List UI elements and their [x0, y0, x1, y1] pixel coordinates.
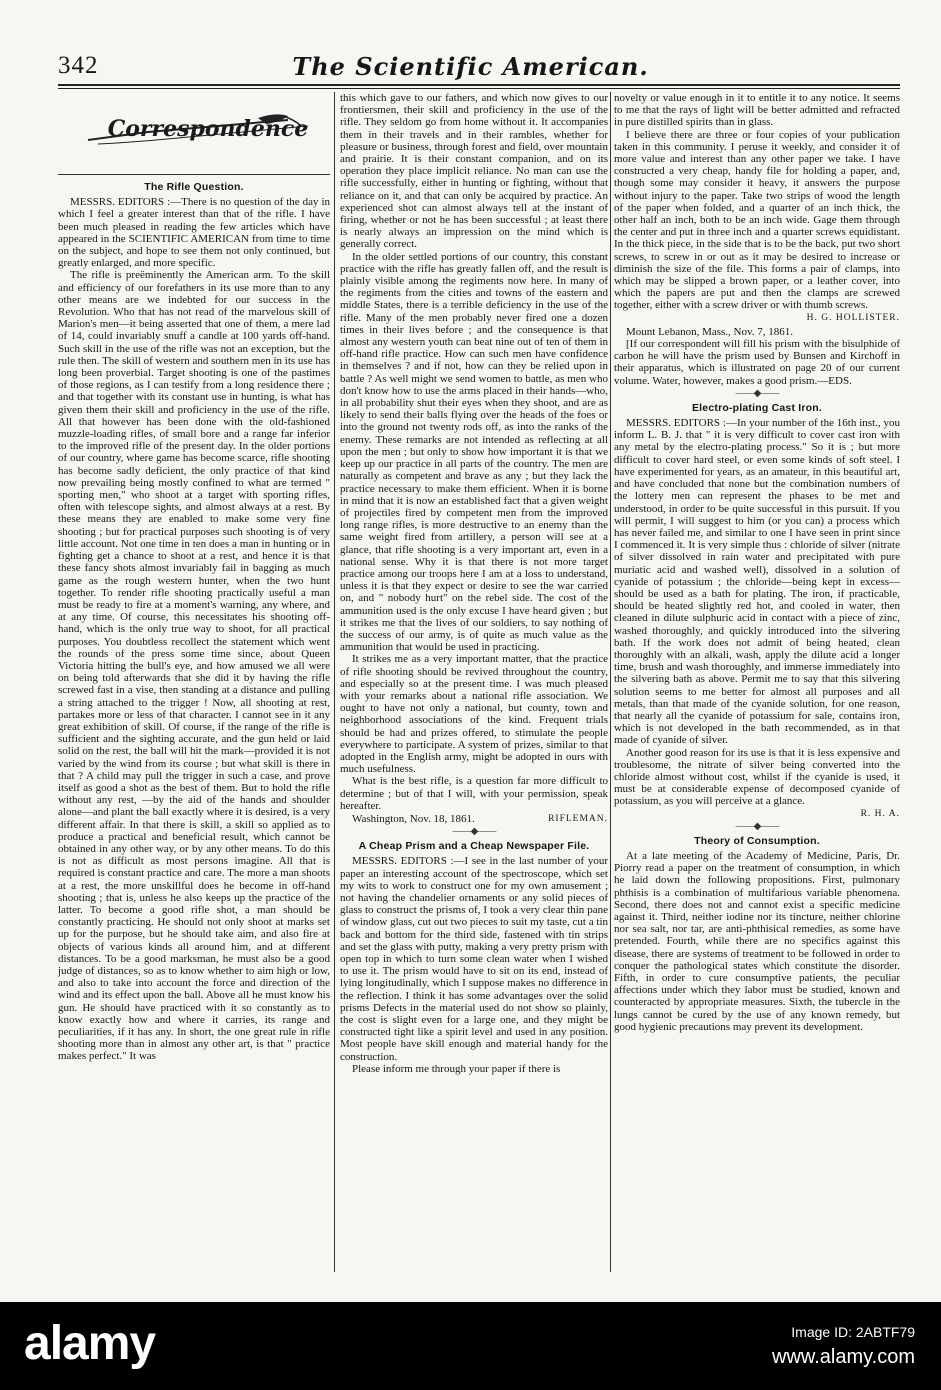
correspondence-banner	[58, 92, 330, 168]
column-divider	[610, 92, 611, 1272]
alamy-url[interactable]: www.alamy.com	[772, 1346, 915, 1368]
place-date: Mount Lebanon, Mass., Nov. 7, 1861.	[626, 325, 794, 338]
header-rule-thin	[58, 88, 900, 89]
column-1	[58, 92, 330, 1063]
sign-off-name: RIFLEMAN.	[548, 813, 608, 824]
separator-ornament: ——◆——	[735, 820, 779, 832]
banner-heading: Correspondence	[107, 116, 309, 142]
paragraph: MESSRS. EDITORS :—In your number of the 16th inst., you inform L. B. J. that " it is very difficult to cover cast iron with any metal by the electro-plating process." So it is ; but more difficult to cover hard steel, or even some kinds of soft steel. I have experimented for years, as an amateur, in this beautiful art, and have concluded that none but the combination numbers of the lottery men can represent the phases to be met and understood, in order to be quite successful in this pursuit. If you will permit, I will suggest to him (or you can) a process which has never failed me, and similar to one I have seen in print since I commenced it. It is very simple thus : chloride of silver (nitrate of silver dissolved in rain water and precipitated with pure muriatic acid and washed well), dissolved in a solution of cyanide of potassium ; the chloride—being kept in excess—should be used as a bath for plating. The iron, if practicable, should be heated slightly red hot, and cooled in water, then cleaned in dilute sulphuric acid in contact with a piece of zinc, washed thoroughly, and quickly introduced into the silvering bath. If the work does not admit of being heated, clean thoroughly with an alkali, wash, apply the dilute acid a longer time, brush and wash thoroughly, and immerse immediately into the silvering bath as above. Permit me to say that this silvering solution seems to me better for almost all purposes and all metals, than that made of the cyanide solution, for one reason, that nearly all the cyanide of potassium for sale, contains iron, which is not developed in the bath recommended, as in that made of cyanide of silver.	[614, 417, 900, 747]
paragraph: I believe there are three or four copies of your publication taken in this community. I peruse it weekly, and consider it of more value and interest than any other paper we take. I have constructed a very cheap, handy file for holding a paper, and, though some may consider it heavy, it answers the purpose without injury to the paper. Take two strips of wood the length of the paper when folded, and a quarter of an inch thick, the other half an inch, both to be an inch wide. Gage them through the center and put in three inch and a quarter screws equidistant. In the thick piece, in the side that is to be the back, put two short screws, to screw in or out as it may be desired to increase or diminish the size of the file. This forms a pair of clamps, into which may be slipped a brown paper, or a leather cover, into which the papers are put and then the clamps are screwed together, either with a screw driver or with thumb screws.	[614, 128, 900, 312]
section-rule	[58, 174, 330, 175]
paragraph: The rifle is preëminently the American arm. To the skill and efficiency of our forefathers in its use more than to any other means are we indebted for our success in the Revolution. Who that has not read of the marvelous skill of Marion's men—it being asserted that one of them, a mere lad of 14, could invariably snuff a candle at 100 yards off-hand. Such skill in the use of the rifle was not an exception, but the rule then. The skill of western and southern men in its use has long been proverbial. Target shooting is one of the pastimes of those regions, as I can testify from a long residence there ; and that together with its constant use in hunting, is what has given them their skill and proficiency in the use of the rifle. All that however has been done with the old-fashioned muzzle-loading rifles, of small bore and a range far inferior to the improved rifle of the present day. In the older portions of our country, where game has become scarce, rifle shooting has become sadly deficient, the only practice of that kind now prevailing being mostly confined to what are termed " sporting men," who shoot at a target with sporting rifles, often with telescope sights, and almost always at a rest. By these means they are enabled to make some very fine shooting ; but for practical purposes such shooting is of very little account. Not one time in ten does a man in hunting or in fighting get a chance to shoot at a rest, and hence it is that these fancy shots almost invariably fail in bagging as much game as the rough western hunter, when the two hunt together. To render rifle shooting practically useful a man must be ready to fire at a moment's warning, any where, and at any time. Of course, this necessitates his shooting off-hand, which is the only true way to shoot, for all practical purposes. You doubtless recollect the statement which went the rounds of the press some time since, about Queen Victoria hitting the bull's eye, and how amused we all were on being told afterwards that she did it by having the rifle screwed fast in a vise, then standing at a distance and pulling a string attached to the trigger ! Now, all shooting at rest, partakes more or less of that character. I cannot see in it any great exhibition of skill. Of course, if the range of the rifle is sufficient and the sighting accurate, and the gun held or laid solid on the rest, the ball will hit the mark—provided it is not varied by the wind from its course ; but what skill is there in that ? A child may pull the trigger in such a case, and prove itself as good a shot as the best of them. But to hold the rifle without any rest, —by the aid of the hands and shoulder alone—and plant the ball exactly where it is desired, is a very different affair. In that there is skill, a skill so applied as to produce a practical and beneficial result, which cannot be obtained in any other way, or by any other means. To do this is not as difficult as most persons imagine. All that is required is constant practice and care. The more a man shoots at a rest, the more unskillful does he become in off-hand shooting ; that is, unless he also keeps up the practice of the latter. To become a good rifle shot, a man should be constantly practicing. He should not only shoot at marks set up for the purpose, but he should take aim, and also fire at objects of various kinds all around him, and at different distances. To be a good marksman, he must also be a good judge of distances, so as to know whether to aim high or low, and also to take into account the force and direction of the wind and its effect upon the ball. Above all he must know his gun. He should have practiced with it so constantly as to know exactly how and where it carries, its range and peculiarities, if it has any. In short, the one great rule in rifle shooting more than in almost any other art, is that " practice makes perfect." It was	[58, 269, 330, 1063]
page-number: 342	[58, 52, 99, 79]
paragraph: Please inform me through your paper if there is	[352, 1062, 561, 1075]
paragraph: At a late meeting of the Academy of Medicine, Paris, Dr. Piorry read a paper on the treatment of consumption, in which he laid down the following propositions. First, pulmonary phthisis is a combination of multifarious variable phenomena. Second, there does not and cannot exist a specific medicine against it. Third, neither iodine nor its tincture, neither chlorine nor sea salt, nor tar, are anti-phthisical remedies, as some have pretended. Fourth, while there are no specifics against this disease, there are systems of treatment to be followed in order to conquer the pathological states which constitute the disorder. Fifth, in order to cure consumptive patients, the peculiar affections under which they labor must be studied, known and counteracted by appropriate measures. Sixth, the tubercle in the lungs cannot be cured by the use of any known remedy, but good hygienic precautions may prevent its development.	[614, 849, 900, 1033]
separator-ornament: ——◆——	[452, 826, 496, 838]
paragraph: What is the best rifle, is a question far more difficult to determine ; but of that I will, with your permission, speak hereafter.	[340, 775, 608, 812]
paragraph: In the older settled portions of our country, this constant practice with the rifle has greatly fallen off, and the result is plainly visible among the regiments now here. In many of the regiments from the cities and towns of the eastern and middle States, there is a terrible deficiency in the use of the rifle. Many of the men probably never fired one a dozen times in their lives before ; and the consequence is that almost any western youth can beat nine out of ten of them in off-hand rifle practice. How can such men have confidence in themselves ? and if not, how can they be relied upon in battle ? As well might we send women to battle, as men who don't know how to use the arms placed in their hands—who, in all probability shut their eyes when they shoot, and are as likely to send their balls flying over the heads of the foes or into the ground not twenty rods off, as into the ranks of the enemy. These remarks are not intended as reflecting at all upon the men ; but only to show how important it is that we keep up our practice in all parts of the country. The men are naturally as competent and brave as any ; but they lack the practice necessary to make them efficient. When it is borne in mind that it is now an established fact that a given weight of projectiles fired by competent men from the improved long range rifles, is more destructive to an enemy than the same weight fired from artillery, a person will see at a glance, that rifle shooting is a very important art, even in a national sense. Why it is that there is not more target practice among our troops here I am at a loss to understand, unless it is that they expect or desire to see the war carried on, and " nobody hurt" on the rebel side. The cost of the ammunition used is the only excuse I have heard given ; but it strikes me that the lives of our soldiers, to say nothing of the success of our army, is of quite as much value as the ammunition that would be used in practicing.	[340, 250, 608, 654]
article-title-consumption: Theory of Consumption.	[694, 834, 820, 847]
paragraph: this which gave to our fathers, and which now gives to our frontiersmen, their skill and proficiency in the use of the rifle. They seldom go from home without it. It accompanies them in their travels and in their rambles, whether for pleasure or business, through forest and field, over mountain and prairie. It is their constant companion, and on its operation they place implicit reliance. No man can use the rifle successfully, either in hunting or fighting, without that reliance on it, and that can only be acquired by practice. An experienced shot can almost always tell at the instant of firing, whether or not he has been successful ; at least there is nearly always an impression on the mind which is generally correct.	[340, 92, 608, 251]
alamy-logo: alamy	[24, 1317, 156, 1370]
sign-off	[340, 813, 608, 825]
sign-off-place: Washington, Nov. 18, 1861.	[352, 812, 475, 825]
column-divider	[334, 92, 335, 1272]
column-3	[614, 92, 900, 1033]
separator-ornament: ——◆——	[735, 387, 779, 399]
column-2	[340, 92, 608, 1075]
paragraph: novelty or value enough in it to entitle it to any notice. It seems to me that the rays of light will be better admitted and refracted in pure distilled spirits than in glass.	[614, 92, 900, 129]
paragraph: Another good reason for its use is that it is less expensive and troublesome, the nitrate of silver being converted into the chloride almost without cost, whilst if the cyanide is used, it must be at considerable expense of decomposed cyanide of potassium, as you will perceive at a glance.	[614, 746, 900, 808]
paragraph: MESSRS. EDITORS :—I see in the last number of your paper an interesting account of the spectroscope, which set my wits to work to construct one for my own amusement ; not having the chandelier ornaments or any solid pieces of glass to construct the prisms of, I took a very clear thin pane of window glass, cut out two pieces to suit my taste, cut a tin back and bottom for the third side, fastened with tin strips and set the glass with putty, making a very pretty prism with open top in which to turn some clean water when I wished to use it. The prism would have to sit on its end, instead of lying longitudinally, which I suppose makes no difference in the reflection. I think it has some advantages over the solid prisms Defects in the material used do not show so plainly, the cost is slight even for a large one, and they might be constructed tight like a spirit level and used in any position. Most people have skill enough and material handy for the construction.	[340, 855, 608, 1063]
header-rule	[58, 84, 900, 86]
article-title-rifle-question: The Rifle Question.	[144, 181, 244, 193]
editor-note: [If our correspondent will fill his prism with the bisulphide of carbon he will have the prism used by Bunsen and Kirchoff in their apparatus, which is illustrated on page 20 of our current volume. Water, however, makes a good prism.—EDS.	[614, 338, 900, 387]
correspondence-flourish-icon	[58, 92, 330, 168]
watermark-footer	[0, 1302, 941, 1390]
signature: R. H. A.	[860, 808, 900, 819]
article-title-cheap-prism: A Cheap Prism and a Cheap Newspaper File.	[358, 840, 590, 853]
article-title-electroplating: Electro-plating Cast Iron.	[691, 401, 823, 414]
image-id: Image ID: 2ABTF79	[791, 1324, 915, 1340]
paragraph: MESSRS. EDITORS :—There is no question of the day in which I feel a greater interest than that of the rifle. I have been much pleased in reading the few articles which have appeared in the SCIENTIFIC AMERICAN from time to time on the subject, and hope to see them not only continued, but greatly enlarged, and more specific.	[58, 196, 330, 270]
journal-title: The Scientific American.	[292, 52, 649, 81]
signature: H. G. HOLLISTER.	[806, 312, 900, 323]
paragraph: It strikes me as a very important matter, that the practice of rifle shooting should be revived throughout the country, and especially so at the present time. I was much pleased with your remarks about a national rifle association. We ought to have not only a national, but county, town and neighborhood associations of the kind. Frequent trials should be had and prizes offered, to stimulate the people everywhere to participate. A system of prizes, similar to that adopted in the English army, might be adopted in ours with much usefulness.	[340, 653, 608, 776]
